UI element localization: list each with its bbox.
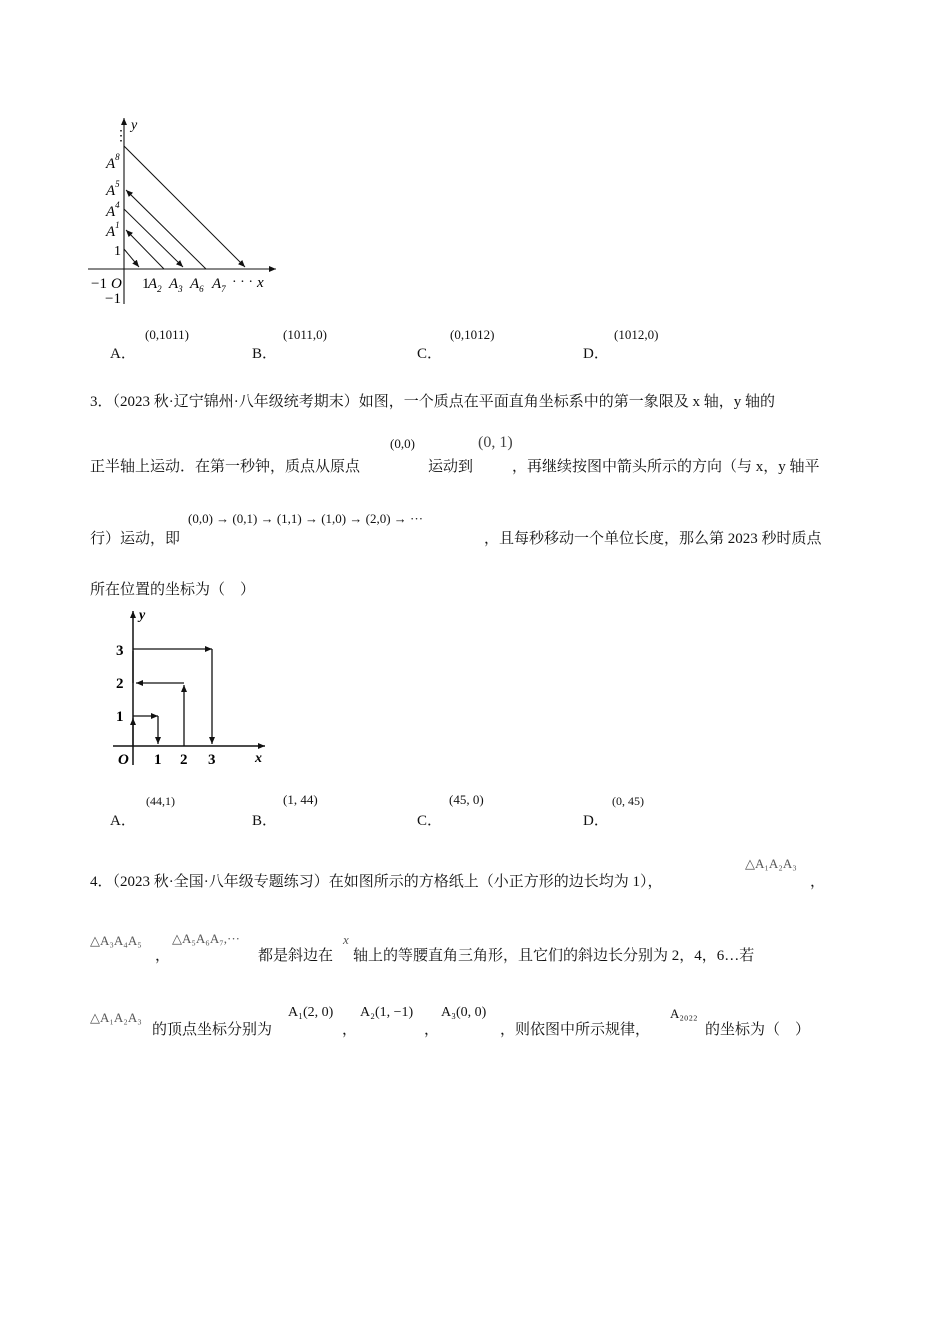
q4-line2-part2: 都是斜边在 (258, 948, 334, 964)
q4-line2-math1: △A₃A₄A₅ (90, 933, 142, 948)
q2-option-c-label[interactable]: C． (417, 346, 443, 362)
q2-option-d-label[interactable]: D． (583, 346, 609, 362)
q3-option-d-label[interactable]: D． (583, 813, 609, 829)
q2-neg-one-y: −1 (105, 291, 121, 307)
q4-line3-part1: 的顶点坐标分别为 (152, 1022, 273, 1038)
q3-line2-math1: (0,0) (390, 436, 415, 451)
q2-option-a-label[interactable]: A． (110, 346, 136, 362)
x-label-A3: $A_3$ (169, 276, 183, 294)
q3-line2-math2: (0, 1) (478, 434, 513, 451)
q3-line3-math: (0,0) → (0,1) → (1,1) → (1,0) → (2,0) → ··· (188, 511, 424, 526)
q3-option-c-label[interactable]: C． (417, 813, 443, 829)
y-label-A1: $A^1$ (106, 220, 120, 240)
q3-line4: 所在位置的坐标为（ ） (90, 582, 256, 598)
q4-line1-part2: ， (810, 874, 826, 890)
q3-option-b-value: (1, 44) (283, 792, 318, 807)
y-label-A8: $A^8$ (106, 152, 120, 172)
q2-one-y: 1 (114, 244, 121, 259)
q3-line3-part1: 行）运动，即 (90, 531, 181, 547)
q3-option-a-label[interactable]: A． (110, 813, 136, 829)
q3-option-b-label[interactable]: B． (252, 813, 278, 829)
q2-axis-x-label: x (257, 275, 264, 291)
q3-option-c-value: (45, 0) (449, 792, 484, 807)
q2-one-x: 1 (142, 276, 150, 292)
diag-arrow-4 (126, 190, 206, 269)
q4-line3-part5: 的坐标为（ ） (705, 1022, 811, 1038)
q3-y-tick-1: 1 (116, 709, 124, 725)
q2-option-b-value: (1011,0) (283, 327, 327, 342)
q2-vdots: ⋮ (114, 129, 128, 144)
q4-line1-math: △A₁A₂A₃ (745, 856, 797, 871)
q2-option-c-value: (0,1012) (450, 327, 495, 342)
q4-line3-math4: A₃(0, 0) (441, 1005, 487, 1020)
q4-line3-part3: ， (424, 1022, 440, 1038)
q3-option-a-value: (44,1) (146, 794, 175, 808)
q4-line3-math2: A₁(2, 0) (288, 1005, 334, 1020)
q2-axis-y-label: y (131, 118, 138, 133)
q4-line3-math1: △A₁A₂A₃ (90, 1010, 142, 1025)
q3-figure (105, 605, 275, 775)
q3-option-d-value: (0, 45) (612, 794, 644, 808)
q3-line3-part2: ，且每秒移动一个单位长度，那么第 2023 秒时质点 (484, 531, 822, 547)
q3-line2-part2: 运动到 (428, 459, 474, 475)
x-label-A6: $A_6$ (190, 276, 204, 294)
q2-option-d-value: (1012,0) (614, 327, 659, 342)
q3-origin: O (118, 752, 129, 768)
q4-line2-part1: ， (155, 948, 171, 964)
q4-line1-part1: 4．（2023 秋·全国·八年级专题练习）在如图所示的方格纸上（小正方形的边长均为 1）， (90, 874, 663, 890)
q3-line2-part3: ，再继续按图中箭头所示的方向（与 x，y 轴平 (512, 459, 820, 475)
q4-line2-math2: △A₅A₆A₇,··· (172, 931, 240, 946)
q4-line3-math5: A₂₀₂₂ (670, 1006, 698, 1021)
q3-y-tick-2: 2 (116, 676, 124, 692)
q3-x-tick-2: 2 (180, 752, 188, 768)
q3-line2-part1: 正半轴上运动．在第一秒钟，质点从原点 (90, 459, 361, 475)
q4-line2-part3: 轴上的等腰直角三角形，且它们的斜边长分别为 2，4，6…若 (353, 948, 755, 964)
q4-line3-part2: ， (342, 1022, 358, 1038)
q2-option-b-label[interactable]: B． (252, 346, 278, 362)
q3-x-tick-3: 3 (208, 752, 216, 768)
q2-option-a-value: (0,1011) (145, 327, 189, 342)
q2-neg-one-x: −1 (91, 276, 107, 292)
y-label-A4: $A^4$ (106, 200, 120, 220)
x-label-A7: $A_7$ (212, 276, 226, 294)
diag-arrow-1 (124, 249, 139, 267)
q4-line2-math3: x (343, 932, 349, 947)
q3-y-tick-3: 3 (116, 643, 124, 659)
q2-figure (80, 112, 285, 307)
q3-axis-y-label: y (139, 608, 146, 623)
q3-line1: 3．（2023 秋·辽宁锦州·八年级统考期末）如图，一个质点在平面直角坐标系中的第一象限及 x 轴，y 轴的 (90, 394, 775, 410)
q4-line3-math3: A₂(1, −1) (360, 1005, 414, 1020)
x-label-A2: $A_2$ (148, 276, 162, 294)
y-label-A5: $A^5$ (106, 179, 120, 199)
diag-arrow-2 (126, 230, 164, 269)
q2-origin: O (111, 276, 122, 292)
q3-axis-x-label: x (255, 751, 262, 766)
q4-line3-part4: ，则依图中所示规律， (500, 1022, 651, 1038)
q2-x-dots: · · · (232, 275, 253, 290)
q3-x-tick-1: 1 (154, 752, 162, 768)
